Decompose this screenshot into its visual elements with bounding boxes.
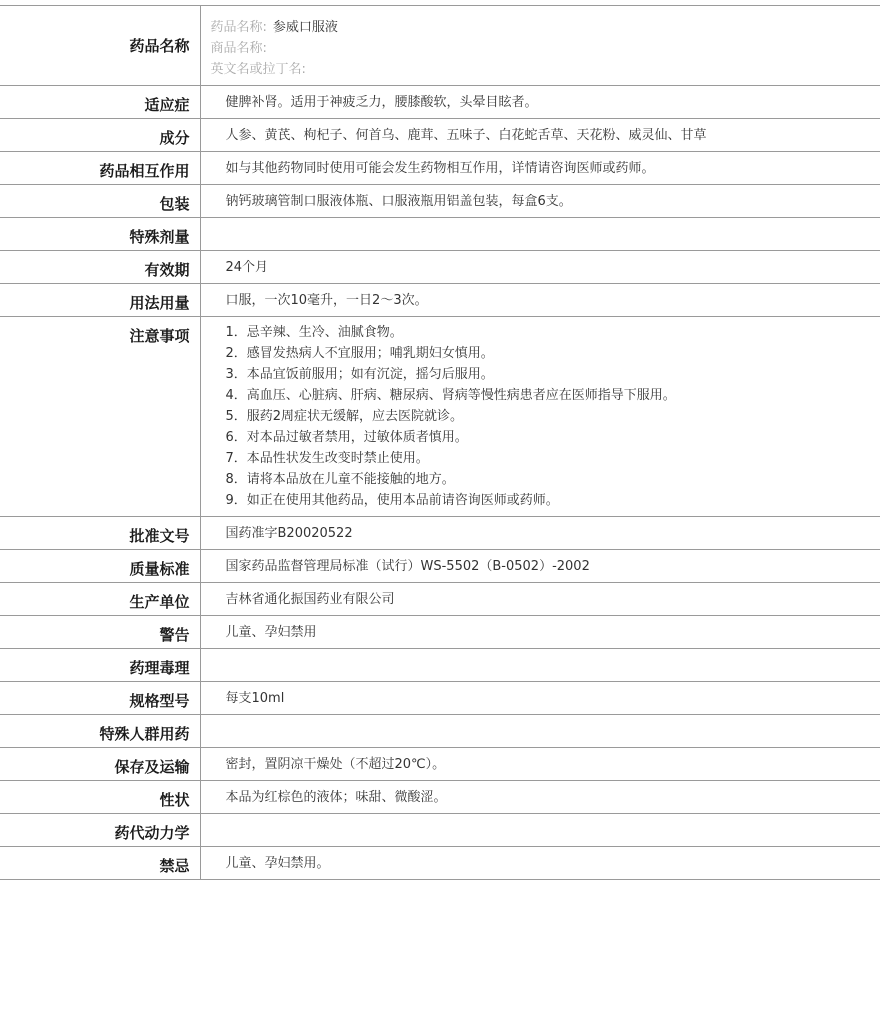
list-item: 9．如正在使用其他药品，使用本品前请咨询医师或药师。 bbox=[225, 493, 559, 508]
generic-name-label: 药品名称: bbox=[210, 20, 267, 35]
spec-row-warning bbox=[0, 616, 880, 649]
spec-row-manufacturer bbox=[0, 583, 880, 616]
precautions-list bbox=[226, 322, 871, 511]
spec-label: 性状 bbox=[0, 781, 200, 814]
list-item: 7．本品性状发生改变时禁止使用。 bbox=[225, 451, 429, 466]
spec-row-precautions bbox=[0, 317, 880, 517]
spec-row-shelf-life bbox=[0, 251, 880, 284]
product-name-cell bbox=[200, 6, 880, 86]
drug-spec-sheet bbox=[0, 5, 880, 880]
spec-row-pharmacokinetics bbox=[0, 814, 880, 847]
spec-row-ingredients bbox=[0, 119, 880, 152]
spec-label: 适应症 bbox=[0, 86, 200, 119]
spec-row-description bbox=[0, 781, 880, 814]
spec-label: 质量标准 bbox=[0, 550, 200, 583]
spec-value: 国药准字B20020522 bbox=[225, 526, 353, 541]
spec-value: 儿童、孕妇禁用。 bbox=[225, 856, 330, 871]
spec-label: 药品相互作用 bbox=[0, 152, 200, 185]
list-item: 4．高血压、心脏病、肝病、糖尿病、肾病等慢性病患者应在医师指导下服用。 bbox=[225, 388, 676, 403]
spec-row-quality-standard bbox=[0, 550, 880, 583]
spec-value: 钠钙玻璃管制口服液体瓶、口服液瓶用铝盖包装，每盒6支。 bbox=[225, 194, 572, 209]
spec-label: 包装 bbox=[0, 185, 200, 218]
trade-name-label: 商品名称: bbox=[210, 41, 267, 56]
spec-value: 人参、黄芪、枸杞子、何首乌、鹿茸、五味子、白花蛇舌草、天花粉、威灵仙、甘草 bbox=[225, 128, 707, 143]
spec-row-indications bbox=[0, 86, 880, 119]
spec-row-usage-dosage bbox=[0, 284, 880, 317]
spec-value: 健脾补肾。适用于神疲乏力，腰膝酸软，头晕目眩者。 bbox=[225, 95, 538, 110]
spec-label: 用法用量 bbox=[0, 284, 200, 317]
list-item: 2．感冒发热病人不宜服用；哺乳期妇女慎用。 bbox=[225, 346, 494, 361]
spec-row-interactions bbox=[0, 152, 880, 185]
spec-value: 每支10ml bbox=[225, 691, 285, 706]
generic-name-value: 参威口服液 bbox=[272, 20, 338, 35]
list-item: 1．忌辛辣、生冷、油腻食物。 bbox=[225, 325, 403, 340]
english-name-label: 英文名或拉丁名: bbox=[210, 62, 306, 77]
list-item: 5．服药2周症状无缓解，应去医院就诊。 bbox=[225, 409, 464, 424]
spec-row-packaging bbox=[0, 185, 880, 218]
generic-name-line bbox=[211, 17, 871, 38]
spec-value bbox=[200, 814, 880, 847]
spec-label: 成分 bbox=[0, 119, 200, 152]
spec-label: 保存及运输 bbox=[0, 748, 200, 781]
spec-row-special-populations bbox=[0, 715, 880, 748]
list-item: 8．请将本品放在儿童不能接触的地方。 bbox=[225, 472, 455, 487]
spec-value: 国家药品监督管理局标准（试行）WS-5502（B-0502）-2002 bbox=[225, 559, 590, 574]
drug-spec-table-body bbox=[0, 6, 880, 880]
spec-label: 药理毒理 bbox=[0, 649, 200, 682]
spec-value bbox=[200, 649, 880, 682]
spec-row-pharmacology bbox=[0, 649, 880, 682]
spec-label: 批准文号 bbox=[0, 517, 200, 550]
list-item: 3．本品宜饭前服用；如有沉淀，摇匀后服用。 bbox=[225, 367, 494, 382]
drug-spec-table bbox=[0, 5, 880, 880]
spec-row-product-name bbox=[0, 6, 880, 86]
spec-value: 如与其他药物同时使用可能会发生药物相互作用，详情请咨询医师或药师。 bbox=[225, 161, 655, 176]
spec-label: 禁忌 bbox=[0, 847, 200, 880]
spec-value: 吉林省通化振国药业有限公司 bbox=[225, 592, 395, 607]
spec-label: 特殊人群用药 bbox=[0, 715, 200, 748]
spec-row-approval-number bbox=[0, 517, 880, 550]
precautions-cell bbox=[200, 317, 880, 517]
list-item: 6．对本品过敏者禁用，过敏体质者慎用。 bbox=[225, 430, 468, 445]
spec-row-special-dosage bbox=[0, 218, 880, 251]
spec-label: 药代动力学 bbox=[0, 814, 200, 847]
spec-label: 生产单位 bbox=[0, 583, 200, 616]
spec-row-specification bbox=[0, 682, 880, 715]
spec-value bbox=[200, 218, 880, 251]
spec-label: 特殊剂量 bbox=[0, 218, 200, 251]
spec-value: 密封，置阴凉干燥处（不超过20℃）。 bbox=[225, 757, 446, 772]
spec-label: 有效期 bbox=[0, 251, 200, 284]
spec-value bbox=[200, 715, 880, 748]
spec-value: 24个月 bbox=[225, 260, 269, 275]
spec-value: 儿童、孕妇禁用 bbox=[225, 625, 317, 640]
spec-row-contraindications bbox=[0, 847, 880, 880]
spec-label: 警告 bbox=[0, 616, 200, 649]
spec-label: 注意事项 bbox=[0, 317, 200, 517]
spec-label: 药品名称 bbox=[0, 6, 200, 86]
spec-row-storage bbox=[0, 748, 880, 781]
spec-label: 规格型号 bbox=[0, 682, 200, 715]
spec-value: 本品为红棕色的液体；味甜、微酸涩。 bbox=[225, 790, 447, 805]
spec-value: 口服，一次10毫升，一日2～3次。 bbox=[225, 293, 428, 308]
